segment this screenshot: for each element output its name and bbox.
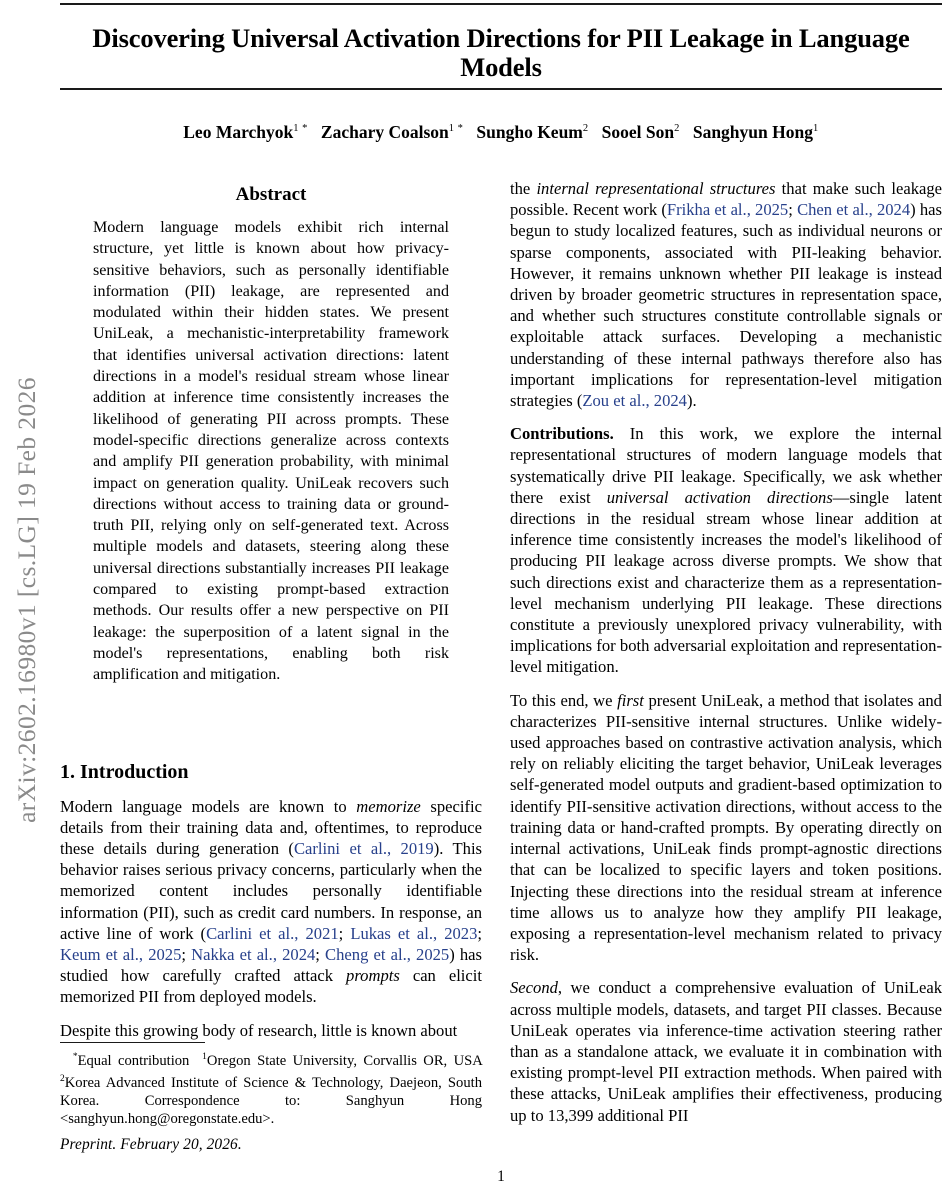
citation-link[interactable]: Carlini et al., 2021 (206, 923, 339, 943)
header-rule-top (60, 3, 942, 5)
author-marks: 2 (674, 123, 680, 135)
footnote-affiliation-1: Oregon State University, Corvallis OR, USA (206, 1052, 482, 1069)
introduction-paragraph-1 (60, 796, 482, 1008)
author-marks: 1 (812, 123, 819, 135)
emphasis-first: first (617, 690, 644, 710)
right-paragraph-4 (510, 977, 942, 1125)
footnote-mark-aff2: 2 (60, 1073, 65, 1084)
text-run: ; (788, 200, 798, 220)
citation-link[interactable]: Carlini et al., 2019 (293, 838, 434, 858)
abstract-body (93, 217, 449, 686)
footnote-mark-equal: * (72, 1052, 78, 1062)
text-run: ; (181, 944, 192, 964)
citation-link[interactable]: Zou et al., 2024 (582, 391, 687, 411)
right-paragraph-3 (510, 690, 942, 966)
author-entry (693, 122, 819, 142)
abstract-text: Modern language models exhibit rich internal structure, yet little is known about how privacy-sensitive behaviors, such as personally identifiable information (PII) leakage, are represented and modulated within their hidden states. We present UniLeak, a mechanistic-interpretability framework that identifies universal activation directions: latent directions in a model's residual stream whose linear addition at inference time consistently increases the likelihood of generating PII across prompts. These model-specific directions generalize across contexts and amplify PII generation probability, with minimal impact on generation quality. UniLeak recovers such directions without access to training data or ground-truth PII, relying only on self-generated text. Across multiple models and datasets, steering along these universal directions substantially increases PII leakage compared to existing prompt-based extraction methods. Our results offer a new perspective on PII leakage: the superposition of a latent signal in the model's representations, enabling both risk amplification and mitigation. (93, 219, 449, 684)
author-marks: 2 (582, 123, 589, 135)
author-entry (476, 122, 588, 142)
author-entry (602, 122, 680, 142)
author-name: Zachary Coalson (320, 122, 449, 142)
footnote-correspondence: Correspondence to: Sanghyun Hong <sanghyun.hong@oregonstate.edu>. (60, 1092, 482, 1127)
introduction-paragraph-2: Despite this growing body of research, little is known about (60, 1020, 458, 1040)
footnote-mark-aff1: 1 (202, 1052, 207, 1062)
text-run: ) has studied how carefully crafted attack (60, 944, 482, 986)
paper-page (60, 0, 942, 1200)
text-run: that make such leakage possible. Recent work ( (510, 179, 942, 220)
text-run: Modern language models are known to (60, 796, 357, 816)
footnote-block (60, 1042, 482, 1128)
text-run: ). This behavior raises serious privacy concerns, particularly when the memorized content includes personally identifiable information (PII), such as credit card numbers. In response, an active line of work ( (60, 838, 483, 943)
text-run: ) has begun to study localized features, such as individual neurons or sparse components, associated with PII-leaking behavior. However, it remains unknown whether PII leakage is instead driven by broader geometric structures in representation space, and whether such structures constitute controllable signals or exploitable attack surfaces. Developing a mechanistic understanding of these internal pathways therefore also has important implications for representation-level mitigation strategies ( (510, 200, 942, 411)
citation-link[interactable]: Chen et al., 2024 (797, 200, 911, 220)
citation-link[interactable]: Lukas et al., 2023 (350, 923, 478, 943)
arxiv-stamp-text: arXiv:2602.16980v1 [cs.LG] 19 Feb 2026 (12, 377, 41, 823)
abstract-heading: Abstract (235, 184, 307, 205)
paragraph-lead-in: Contributions. (510, 424, 614, 444)
citation-link[interactable]: Cheng et al., 2025 (325, 944, 450, 964)
citation-link[interactable]: Keum et al., 2025 (60, 944, 182, 964)
text-run: , we conduct a comprehensive evaluation of UniLeak across multiple models, datasets, and target PII classes. Because UniLeak operates via inference-time activation steering rather than as a standalone attack, we evaluate it in combination with existing prompt-level PII extraction methods. When paired with these attacks, UniLeak amplifies their effectiveness, producing up to 13,399 additional PII (510, 978, 942, 1125)
left-column (60, 178, 482, 1041)
header-rule-under-title (60, 88, 942, 90)
emphasis-internal-structures: internal representational structures (536, 179, 776, 198)
text-run: —single latent directions in the residual stream whose linear addition at inference time consistently increases the model's likelihood of producing PII leakage across diverse prompts. We show that such directions exist and characterize them as a representation-level mechanism underlying PII leakage. These directions constitute a previously unexplored privacy vulnerability, with implications for both adversarial exploitation and representation-level mitigation. (510, 487, 942, 677)
right-paragraph-1 (510, 178, 942, 411)
arxiv-stamp (0, 0, 54, 1200)
footnote-equal-contribution: Equal contribution (77, 1052, 190, 1069)
text-run: present UniLeak, a method that isolates and characterizes PII-sensitive internal structures. Unlike widely-used approaches based on contrastive activation analysis, which rely on reliably eliciting the target behavior, UniLeak leverages self-generated model outputs and gradient-based optimization to identify PII-sensitive activation directions, without access to the training data or hand-crafted prompts. By operating directly on internal activations, UniLeak finds prompt-agnostic directions that can be localized to specific layers and token positions. Injecting these directions into the residual stream at inference time allows us to analyze how they amplify PII leakage, exposing a representation-level mechanism related to privacy risk. (510, 690, 942, 965)
emphasis-second: Second (510, 978, 558, 998)
page-title: Discovering Universal Activation Directions for PII Leakage in Language Models (92, 23, 910, 83)
text-run: the (510, 179, 537, 198)
emphasis-prompts: prompts (346, 966, 400, 986)
text-run: ). (686, 391, 697, 411)
footnote-affiliation-2: Korea Advanced Institute of Science & Technology, Daejeon, South Korea. (60, 1074, 482, 1109)
right-column (510, 178, 942, 1126)
text-run: To this end, we (510, 690, 618, 710)
text-run: can elicit memorized PII from deployed models. (60, 966, 482, 1007)
text-run: ; (477, 923, 483, 943)
text-run: ; (338, 923, 351, 943)
text-run: specific details from their training data and, oftentimes, to reproduce these details during generation ( (60, 796, 483, 858)
emphasis-universal-directions: universal activation directions (606, 487, 833, 507)
text-run: In this work, we explore the internal representational structures of modern language models that systematically drive PII leakage. Specifically, we ask whether there exist (510, 424, 942, 507)
introduction-section (60, 760, 482, 1041)
author-name: Sanghyun Hong (692, 122, 813, 142)
author-name: Leo Marchyok (183, 122, 294, 142)
preprint-notice: Preprint. February 20, 2026. (60, 1136, 242, 1153)
section-heading-introduction: 1. Introduction (60, 760, 189, 783)
author-name: Sooel Son (601, 122, 675, 142)
author-entry (321, 122, 463, 142)
text-run: ; (315, 944, 326, 964)
author-list (60, 122, 942, 143)
right-paragraph-contributions (510, 423, 942, 677)
emphasis-memorize: memorize (356, 796, 421, 816)
author-entry (183, 122, 308, 142)
author-name: Sungho Keum (476, 122, 583, 142)
citation-link[interactable]: Nakka et al., 2024 (191, 944, 316, 964)
citation-link[interactable]: Frikha et al., 2025 (666, 200, 789, 220)
author-marks: 1 * (293, 123, 308, 135)
abstract-paragraph (93, 217, 449, 686)
author-marks: 1 * (448, 123, 464, 135)
page-number: 1 (497, 1168, 505, 1185)
footnote-text (60, 1048, 482, 1128)
footnote-rule (60, 1042, 205, 1043)
